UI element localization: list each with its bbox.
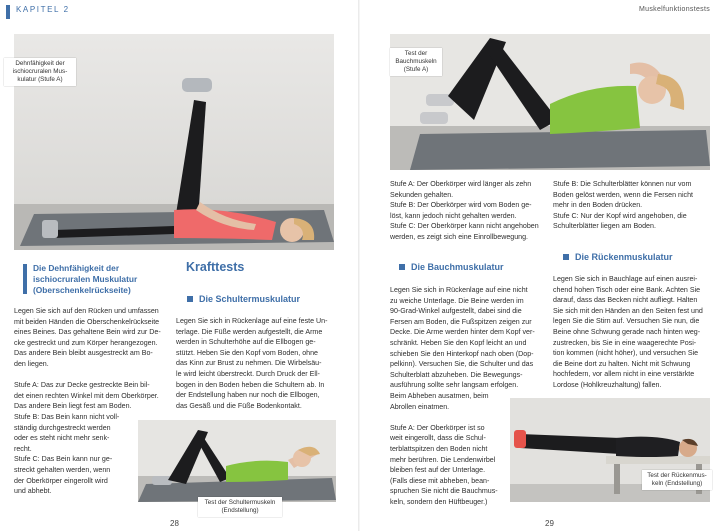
caption-hamstring: Dehnfähigkeit der ischiocruralen Mus- kulatur (Stufe A) [4, 58, 76, 86]
caption-shoulder: Test der Schultermuskeln (Endstellung) [198, 497, 282, 517]
hamstring-body: Legen Sie sich auf den Rücken und umfassen mit beiden Händen die Oberschenkelrückseite eines Beines. Das gehaltene Bein wird zur De- cke gestreckt und zum Körper herangezogen. Das andere Bein bleibt ausgestreckt am Bo- den liegen. Stufe A: Das zur Decke gestreckte Bein bil- det einen rechten Winkel mit dem Oberkörper. Das andere Bein liegt fest am Boden. Stufe B: Das Bein kann nicht voll- ständig durchgestreckt werden oder es steht nicht mehr senk- recht. Stufe C: Das Bein kann nur ge- streckt gehalten werden, wenn der Oberkörper eingerollt wird und abhebt. [14, 307, 161, 496]
caption-abdominal: Test der Bauchmuskeln (Stufe A) [390, 48, 442, 76]
heading-ruecken: Die Rückenmuskulatur [575, 252, 673, 262]
heading-bar [23, 264, 27, 294]
chapter-marker [6, 5, 10, 19]
back-body: Legen Sie sich in Bauchlage auf einen ausrei- chend hohen Tisch oder eine Bank. Achten Sie darauf, dass das Becken nicht aufliegt. Halten Sie sich mit den Händen an den Seiten fest und legen Sie die Stirn auf. Versuchen Sie nun, die Beine ohne Schwung gerade nach hinten weg- zustrecken, bis Sie in eine waagerechte Posi- tion kommen (nicht höher), und versuchen Sie die Beine dort zu halten. Nicht mit Schwung hochfedern, vor allem nicht in eine verstärkte Lordose (Hohlkreuzhaltung) fallen. [553, 275, 703, 389]
abdominal-stages-cont: Stufe B: Die Schulterblätter können nur vom Boden gelöst werden, wenn die Fersen nicht mehr in den Boden drücken. Stufe C: Nur der Kopf wird angehoben, die Schulterblätter liegen am Boden. [553, 180, 693, 231]
photo-shoulder-test [138, 420, 336, 502]
heading-hamstring: Die Dehnfähigkeit der ischiocruralen Muskulatur (Oberschenkelrückseite) [33, 263, 138, 295]
right-page [360, 0, 720, 531]
running-head: Muskelfunktionstests [639, 6, 710, 13]
heading-bauch: Die Bauchmuskulatur [411, 262, 504, 272]
page-number-right: 29 [545, 519, 554, 528]
abdominal-body: Legen Sie sich in Rückenlage auf eine nicht zu weiche Unterlage. Die Beine werden im 90-Grad-Winkel aufgestellt, dabei sind die Fersen am Boden, die Fußspitzen zeigen zur Decke. Die Arme werden hinter dem Kopf ver- schränkt. Heben Sie den Kopf leicht an und schieben Sie den Hinterkopf nach oben (Dop- pelkinn). Versuchen Sie, die Schulter und das Schulterblatt abzuheben. Die Bewegungs- ausführung sollte sehr langsam erfolgen. Beim Abheben ausatmen, beim Abrollen einatmen. Stufe A: Der Oberkörper ist so weit eingerollt, dass die Schul- terblattspitzen den Boden nicht mehr berühren. Die Lendenwirbel bleiben fest auf der Unterlage. (Falls diese mit abheben, bean- spruchen Sie nicht die Bauchmus- keln, sondern den Hüftbeuger.) [390, 286, 535, 506]
heading-square [563, 254, 569, 260]
chapter-label: KAPITEL 2 [16, 5, 70, 14]
heading-square [399, 264, 405, 270]
abdominal-stages-intro: Stufe A: Der Oberkörper wird länger als zehn Sekunden gehalten. Stufe B: Der Oberkörper wird vom Boden ge- löst, kann jedoch nicht gehalten werden. Stufe C: Der Oberkörper kann nicht angehoben werden, es zeigt sich eine Einrollbewegung. [390, 180, 539, 241]
heading-schulter: Die Schultermuskulatur [199, 294, 301, 304]
caption-back: Test der Rückenmus- keln (Endstellung) [642, 470, 712, 490]
heading-square [187, 296, 193, 302]
heading-krafttests: Krafttests [186, 260, 245, 274]
page-number-left: 28 [170, 519, 179, 528]
schulter-body: Legen Sie sich in Rückenlage auf eine feste Un- terlage. Die Füße werden aufgestellt, die Arme werden in Schulterhöhe auf die Ellbogen ge- stützt. Heben Sie den Kopf vom Boden, ohne das Kinn zur Brust zu nehmen. Die Wirbelsäu- le wird leicht überstreckt. Durch Druck der Ell- bogen in den Boden heben die Schultern ab. In der Endstellung haben nur noch die Ellbogen, das Gesäß und die Füße Bodenkontakt. [176, 317, 328, 410]
